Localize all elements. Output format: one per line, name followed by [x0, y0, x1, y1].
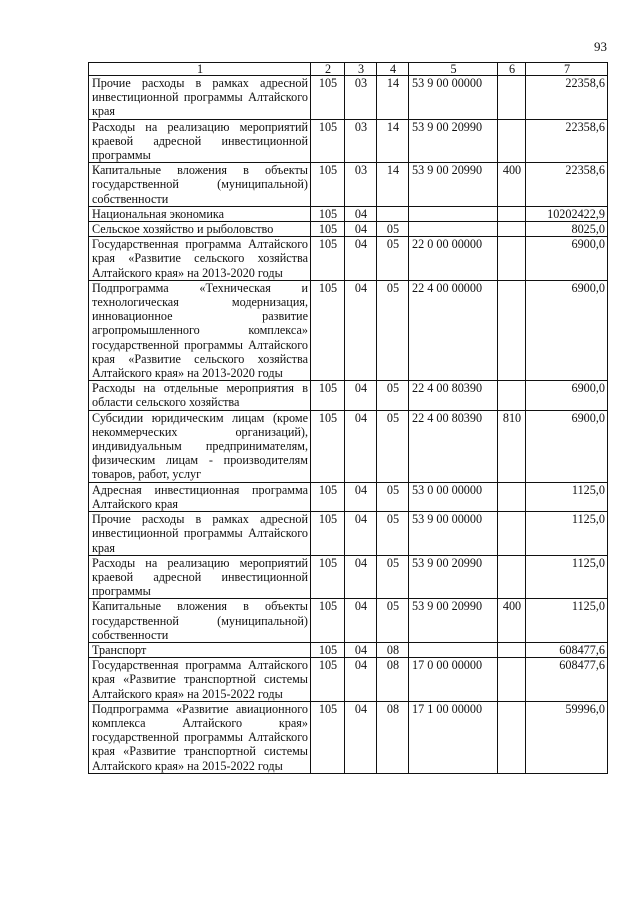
item-code-section: 04 [345, 701, 377, 773]
item-name: Государственная программа Алтайского края «Развитие сельского хозяйства Алтайского края» на 2013-2020 годы [89, 237, 311, 281]
item-amount: 22358,6 [526, 163, 608, 207]
item-code-target: 53 9 00 20990 [409, 163, 498, 207]
item-code-expense-type [498, 280, 526, 380]
item-name: Транспорт [89, 642, 311, 657]
item-amount: 1125,0 [526, 512, 608, 556]
table-body [89, 76, 608, 774]
item-code-expense-type [498, 237, 526, 281]
item-name: Подпрограмма «Техническая и технологическая модернизация, инновационное развитие агропромышленного комплекса» государственной программы Алтайского края «Развитие сельского хозяйства Алтайского края» на 2013-2020 годы [89, 280, 311, 380]
table-row [89, 410, 608, 482]
item-code-ministry: 105 [311, 642, 345, 657]
item-code-section: 04 [345, 512, 377, 556]
item-code-target: 53 9 00 20990 [409, 555, 498, 599]
item-name: Субсидии юридическим лицам (кроме некоммерческих организаций), индивидуальным предпринимателям, физическим лицам - производителям товаров, работ, услуг [89, 410, 311, 482]
item-code-section: 04 [345, 555, 377, 599]
item-code-subsection: 05 [377, 555, 409, 599]
item-name: Капитальные вложения в объекты государственной (муниципальной) собственности [89, 599, 311, 643]
item-code-subsection: 14 [377, 119, 409, 163]
item-amount: 608477,6 [526, 658, 608, 702]
item-name: Расходы на реализацию мероприятий краевой адресной инвестиционной программы [89, 555, 311, 599]
item-amount: 8025,0 [526, 222, 608, 237]
item-code-subsection: 05 [377, 410, 409, 482]
item-code-ministry: 105 [311, 512, 345, 556]
item-amount: 22358,6 [526, 119, 608, 163]
item-code-expense-type [498, 658, 526, 702]
table-row [89, 381, 608, 410]
table-row [89, 599, 608, 643]
item-code-target: 22 4 00 00000 [409, 280, 498, 380]
item-code-subsection: 05 [377, 512, 409, 556]
item-code-target: 22 0 00 00000 [409, 237, 498, 281]
item-code-subsection: 14 [377, 163, 409, 207]
item-code-section: 04 [345, 642, 377, 657]
item-code-expense-type: 400 [498, 163, 526, 207]
table-row [89, 206, 608, 221]
item-code-expense-type [498, 222, 526, 237]
item-code-expense-type [498, 512, 526, 556]
col-header: 3 [345, 63, 377, 76]
item-amount: 59996,0 [526, 701, 608, 773]
item-code-target: 53 0 00 00000 [409, 482, 498, 511]
table-row [89, 555, 608, 599]
table-row [89, 482, 608, 511]
item-code-ministry: 105 [311, 410, 345, 482]
item-code-target: 53 9 00 20990 [409, 119, 498, 163]
item-amount: 1125,0 [526, 555, 608, 599]
item-code-ministry: 105 [311, 381, 345, 410]
item-amount: 6900,0 [526, 280, 608, 380]
col-header: 2 [311, 63, 345, 76]
item-code-subsection: 05 [377, 280, 409, 380]
item-code-section: 04 [345, 658, 377, 702]
item-code-section: 03 [345, 119, 377, 163]
item-code-ministry: 105 [311, 599, 345, 643]
item-code-target: 22 4 00 80390 [409, 410, 498, 482]
item-code-section: 04 [345, 381, 377, 410]
item-code-section: 04 [345, 222, 377, 237]
item-code-subsection: 14 [377, 76, 409, 120]
item-amount: 6900,0 [526, 381, 608, 410]
item-code-expense-type [498, 381, 526, 410]
item-code-ministry: 105 [311, 76, 345, 120]
col-header: 5 [409, 63, 498, 76]
item-code-section: 03 [345, 163, 377, 207]
item-code-subsection: 05 [377, 482, 409, 511]
table-row [89, 76, 608, 120]
item-amount: 6900,0 [526, 237, 608, 281]
item-name: Капитальные вложения в объекты государственной (муниципальной) собственности [89, 163, 311, 207]
item-name: Прочие расходы в рамках адресной инвестиционной программы Алтайского края [89, 76, 311, 120]
item-code-ministry: 105 [311, 119, 345, 163]
item-code-section: 04 [345, 410, 377, 482]
item-code-ministry: 105 [311, 555, 345, 599]
table-row [89, 642, 608, 657]
item-code-ministry: 105 [311, 163, 345, 207]
item-code-subsection: 05 [377, 381, 409, 410]
item-code-ministry: 105 [311, 658, 345, 702]
item-amount: 22358,6 [526, 76, 608, 120]
item-code-target: 53 9 00 00000 [409, 76, 498, 120]
col-header: 6 [498, 63, 526, 76]
item-amount: 6900,0 [526, 410, 608, 482]
item-name: Подпрограмма «Развитие авиационного комплекса Алтайского края» государственной программы Алтайского края «Развитие транспортной системы Алтайского края» на 2015-2022 годы [89, 701, 311, 773]
item-code-subsection: 05 [377, 222, 409, 237]
table-row [89, 237, 608, 281]
item-code-target [409, 222, 498, 237]
item-code-section: 04 [345, 280, 377, 380]
table-row [89, 658, 608, 702]
budget-table [88, 62, 608, 774]
item-code-subsection: 08 [377, 642, 409, 657]
item-amount: 1125,0 [526, 599, 608, 643]
table-row [89, 163, 608, 207]
item-code-expense-type: 400 [498, 599, 526, 643]
item-name: Адресная инвестиционная программа Алтайского края [89, 482, 311, 511]
item-name: Расходы на отдельные мероприятия в области сельского хозяйства [89, 381, 311, 410]
item-code-section: 04 [345, 482, 377, 511]
item-code-expense-type [498, 206, 526, 221]
table-row [89, 119, 608, 163]
col-header: 1 [89, 63, 311, 76]
item-code-expense-type [498, 642, 526, 657]
item-code-ministry: 105 [311, 280, 345, 380]
item-name: Национальная экономика [89, 206, 311, 221]
item-amount: 10202422,9 [526, 206, 608, 221]
item-code-subsection: 05 [377, 237, 409, 281]
item-code-section: 04 [345, 237, 377, 281]
item-name: Расходы на реализацию мероприятий краевой адресной инвестиционной программы [89, 119, 311, 163]
item-code-expense-type [498, 76, 526, 120]
item-code-section: 04 [345, 599, 377, 643]
page-number: 93 [594, 39, 607, 54]
item-amount: 1125,0 [526, 482, 608, 511]
item-code-ministry: 105 [311, 237, 345, 281]
item-code-target [409, 206, 498, 221]
item-code-target: 17 1 00 00000 [409, 701, 498, 773]
item-code-ministry: 105 [311, 206, 345, 221]
item-code-target: 53 9 00 20990 [409, 599, 498, 643]
item-code-section: 03 [345, 76, 377, 120]
item-code-expense-type [498, 482, 526, 511]
item-code-expense-type [498, 119, 526, 163]
item-code-subsection [377, 206, 409, 221]
item-code-section: 04 [345, 206, 377, 221]
table-row [89, 512, 608, 556]
table-row [89, 280, 608, 380]
item-code-target: 22 4 00 80390 [409, 381, 498, 410]
table-header-row [89, 63, 608, 76]
table-row [89, 701, 608, 773]
item-code-ministry: 105 [311, 222, 345, 237]
item-name: Прочие расходы в рамках адресной инвестиционной программы Алтайского края [89, 512, 311, 556]
item-code-expense-type [498, 701, 526, 773]
item-code-subsection: 08 [377, 658, 409, 702]
item-code-ministry: 105 [311, 701, 345, 773]
col-header: 4 [377, 63, 409, 76]
item-code-target: 17 0 00 00000 [409, 658, 498, 702]
item-name: Государственная программа Алтайского края «Развитие транспортной системы Алтайского края» на 2015-2022 годы [89, 658, 311, 702]
item-code-subsection: 08 [377, 701, 409, 773]
item-code-target: 53 9 00 00000 [409, 512, 498, 556]
item-code-ministry: 105 [311, 482, 345, 511]
col-header: 7 [526, 63, 608, 76]
item-code-expense-type [498, 555, 526, 599]
item-amount: 608477,6 [526, 642, 608, 657]
item-code-expense-type: 810 [498, 410, 526, 482]
item-code-target [409, 642, 498, 657]
item-code-subsection: 05 [377, 599, 409, 643]
item-name: Сельское хозяйство и рыболовство [89, 222, 311, 237]
table-row [89, 222, 608, 237]
